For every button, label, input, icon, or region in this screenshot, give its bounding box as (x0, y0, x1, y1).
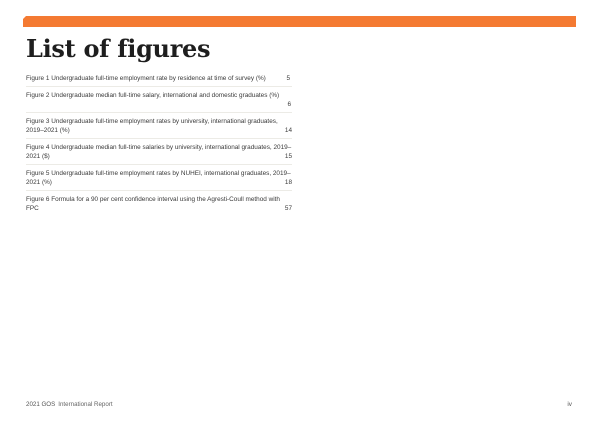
figure-label: Figure 2 Undergraduate median full-time salary, international and domestic graduates (%) (26, 92, 280, 99)
figure-entry-6[interactable] (26, 191, 292, 216)
figure-page-number: 57 (284, 205, 292, 212)
figure-label: Figure 6 Formula for a 90 per cent confidence interval using the Agresti-Coull method with FPC (26, 196, 280, 212)
header-accent-bar (23, 16, 576, 27)
footer-report-name: International Report (58, 401, 113, 408)
figure-page-number: 15 (284, 153, 292, 160)
figure-entry-1[interactable] (26, 71, 292, 87)
figure-label: Figure 3 Undergraduate full-time employment rates by university, international graduates, 2019–2021 (%) (26, 118, 278, 134)
figure-page-number: 18 (284, 179, 292, 186)
page-number: iv (567, 401, 572, 408)
figure-entry-3[interactable] (26, 113, 292, 139)
figure-page-number: 14 (284, 127, 292, 134)
figure-entry-5[interactable] (26, 165, 292, 191)
figure-label: Figure 5 Undergraduate full-time employment rates by NUHEI, international graduates, 2019–2021 (%) (26, 170, 291, 186)
figure-page-number: 6 (287, 101, 291, 108)
figure-page-number: 5 (286, 75, 290, 82)
figure-entry-2[interactable] (26, 87, 292, 113)
footer-report-title (26, 401, 113, 408)
figure-list (26, 71, 292, 216)
figure-label: Figure 1 Undergraduate full-time employment rate by residence at time of survey (%) (26, 75, 266, 82)
page-title: List of figures (26, 34, 211, 63)
footer-report-code: 2021 GOS (26, 401, 56, 408)
figure-label: Figure 4 Undergraduate median full-time salaries by university, international graduates, 2019–2021 ($) (26, 144, 292, 160)
figure-entry-4[interactable] (26, 139, 292, 165)
